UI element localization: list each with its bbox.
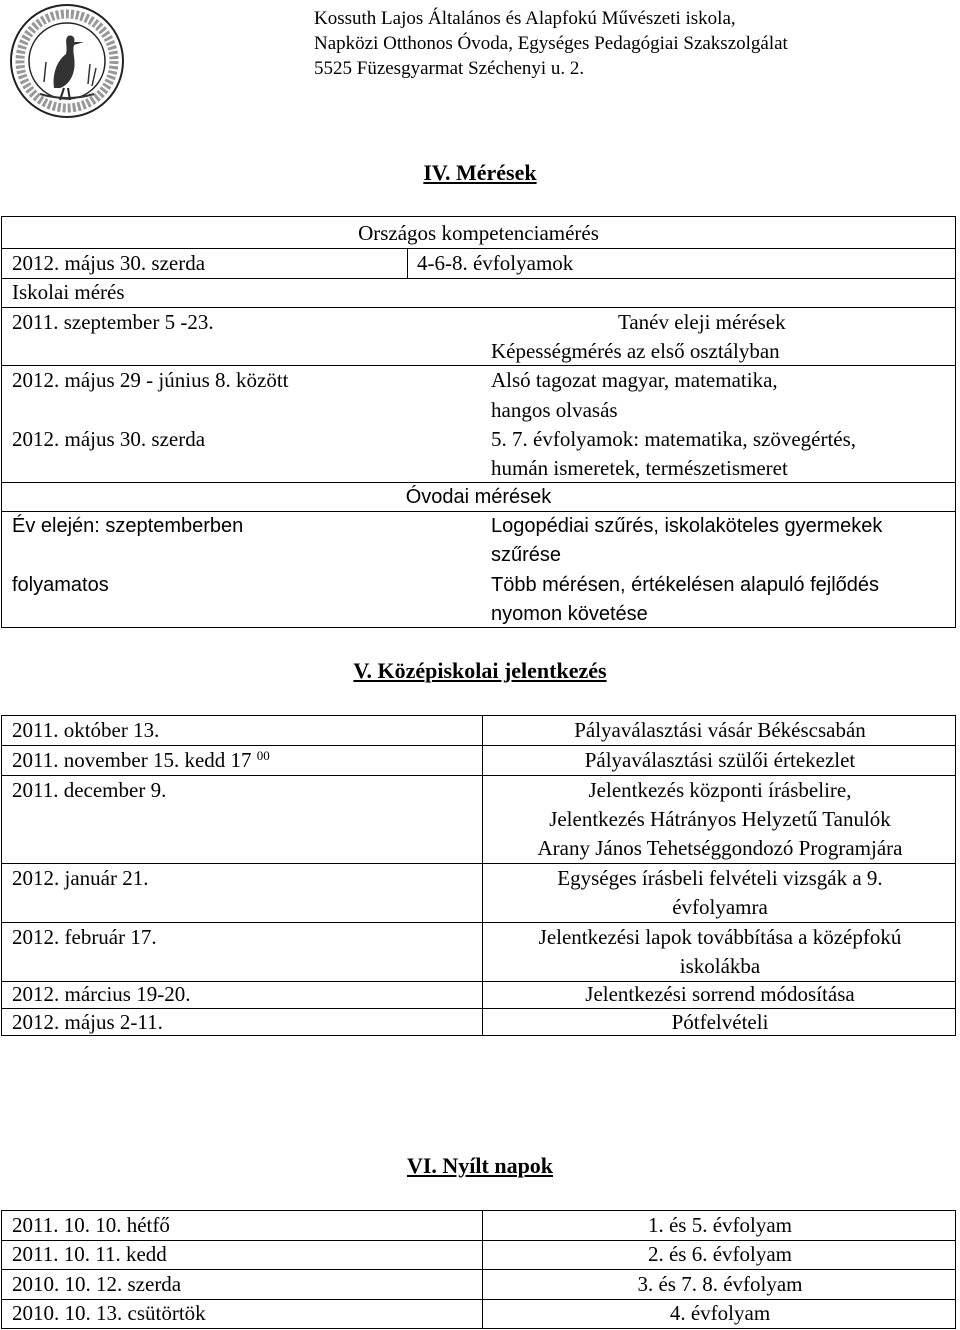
header-line-2: Napközi Otthonos Óvoda, Egységes Pedagógiai Szakszolgálat xyxy=(314,33,788,54)
application-table xyxy=(1,715,956,1036)
open-day-grade: 3. és 7. 8. évfolyam xyxy=(637,1272,803,1296)
open-days-table xyxy=(1,1210,956,1329)
measure-row-date: 2011. szeptember 5 -23. xyxy=(12,310,214,334)
application-event: Arany János Tehetséggondozó Programjára xyxy=(537,836,903,860)
open-day-date: 2011. 10. 11. kedd xyxy=(12,1242,167,1266)
time-superscript: 00 xyxy=(256,748,270,763)
measure-row-date: 2012. május 29 - június 8. között xyxy=(12,368,289,392)
school-header xyxy=(314,6,788,81)
kinder-row-left: Év elején: szeptemberben xyxy=(12,515,244,537)
measurements-table xyxy=(1,216,956,628)
national-date: 2012. május 30. szerda xyxy=(12,251,206,275)
application-date: 2011. november 15. kedd 17 $^{00}$ xyxy=(12,748,270,772)
measure-row-text: Képességmérés az első osztályban xyxy=(491,339,780,363)
open-day-date: 2011. 10. 10. hétfő xyxy=(12,1213,170,1237)
application-date: 2011. december 9. xyxy=(12,778,167,802)
school-seal-logo xyxy=(4,2,130,120)
kinder-row-text: Logopédiai szűrés, iskolaköteles gyermekek xyxy=(491,515,883,537)
kinder-row-text: szűrése xyxy=(491,544,562,566)
kinder-row-left: folyamatos xyxy=(12,574,109,596)
measure-row-text: 5. 7. évfolyamok: matematika, szövegértés, xyxy=(491,427,857,451)
application-event: Jelentkezési sorrend módosítása xyxy=(585,982,855,1006)
application-event: Jelentkezés központi írásbelire, xyxy=(588,778,852,802)
measure-row-text: Alsó tagozat magyar, matematika, xyxy=(491,368,778,392)
national-grades: 4-6-8. évfolyamok xyxy=(417,251,574,275)
section-title-nyilt-napok: VI. Nyílt napok xyxy=(406,1153,554,1178)
kinder-row-text: Több mérésen, értékelésen alapuló fejlődés xyxy=(491,574,880,596)
application-date: 2012. február 17. xyxy=(12,925,157,949)
section-title-merések: IV. Mérések xyxy=(423,160,537,185)
open-day-grade: 4. évfolyam xyxy=(669,1301,771,1325)
open-day-date: 2010. 10. 13. csütörtök xyxy=(12,1301,206,1325)
national-title: Országos kompetenciamérés xyxy=(358,221,599,245)
measure-row-date: 2012. május 30. szerda xyxy=(12,427,206,451)
application-event: Pályaválasztási szülői értekezlet xyxy=(584,748,856,772)
header-line-1: Kossuth Lajos Általános és Alapfokú Művészeti iskola, xyxy=(314,8,736,29)
header-line-3: 5525 Füzesgyarmat Széchenyi u. 2. xyxy=(314,58,585,79)
measure-row-text: humán ismeretek, természetismeret xyxy=(491,456,788,480)
open-day-date: 2010. 10. 12. szerda xyxy=(12,1272,182,1296)
measure-row-text: Tanév eleji mérések xyxy=(618,310,786,334)
open-day-grade: 2. és 6. évfolyam xyxy=(647,1242,793,1266)
open-day-grade: 1. és 5. évfolyam xyxy=(647,1213,793,1237)
measure-row-text: hangos olvasás xyxy=(491,398,618,422)
kinder-title: Óvodai mérések xyxy=(405,486,552,508)
section-title-jelentkezes: V. Középiskolai jelentkezés xyxy=(353,658,607,683)
application-event: Egységes írásbeli felvételi vizsgák a 9. xyxy=(557,866,883,890)
application-date: 2011. október 13. xyxy=(12,718,160,742)
application-event: Pótfelvételi xyxy=(671,1010,769,1034)
application-date: 2012. május 2-11. xyxy=(12,1010,163,1034)
application-date: 2012. január 21. xyxy=(12,866,149,890)
application-event: iskolákba xyxy=(679,954,761,978)
application-event: Jelentkezési lapok továbbítása a középfokú xyxy=(538,925,902,949)
kinder-row-text: nyomon követése xyxy=(491,603,648,625)
application-event: évfolyamra xyxy=(672,895,768,919)
school-measure-title: Iskolai mérés xyxy=(12,280,125,304)
application-event: Jelentkezés Hátrányos Helyzetű Tanulók xyxy=(549,807,891,831)
application-date: 2012. március 19-20. xyxy=(12,982,191,1006)
application-event: Pályaválasztási vásár Békéscsabán xyxy=(574,718,866,742)
